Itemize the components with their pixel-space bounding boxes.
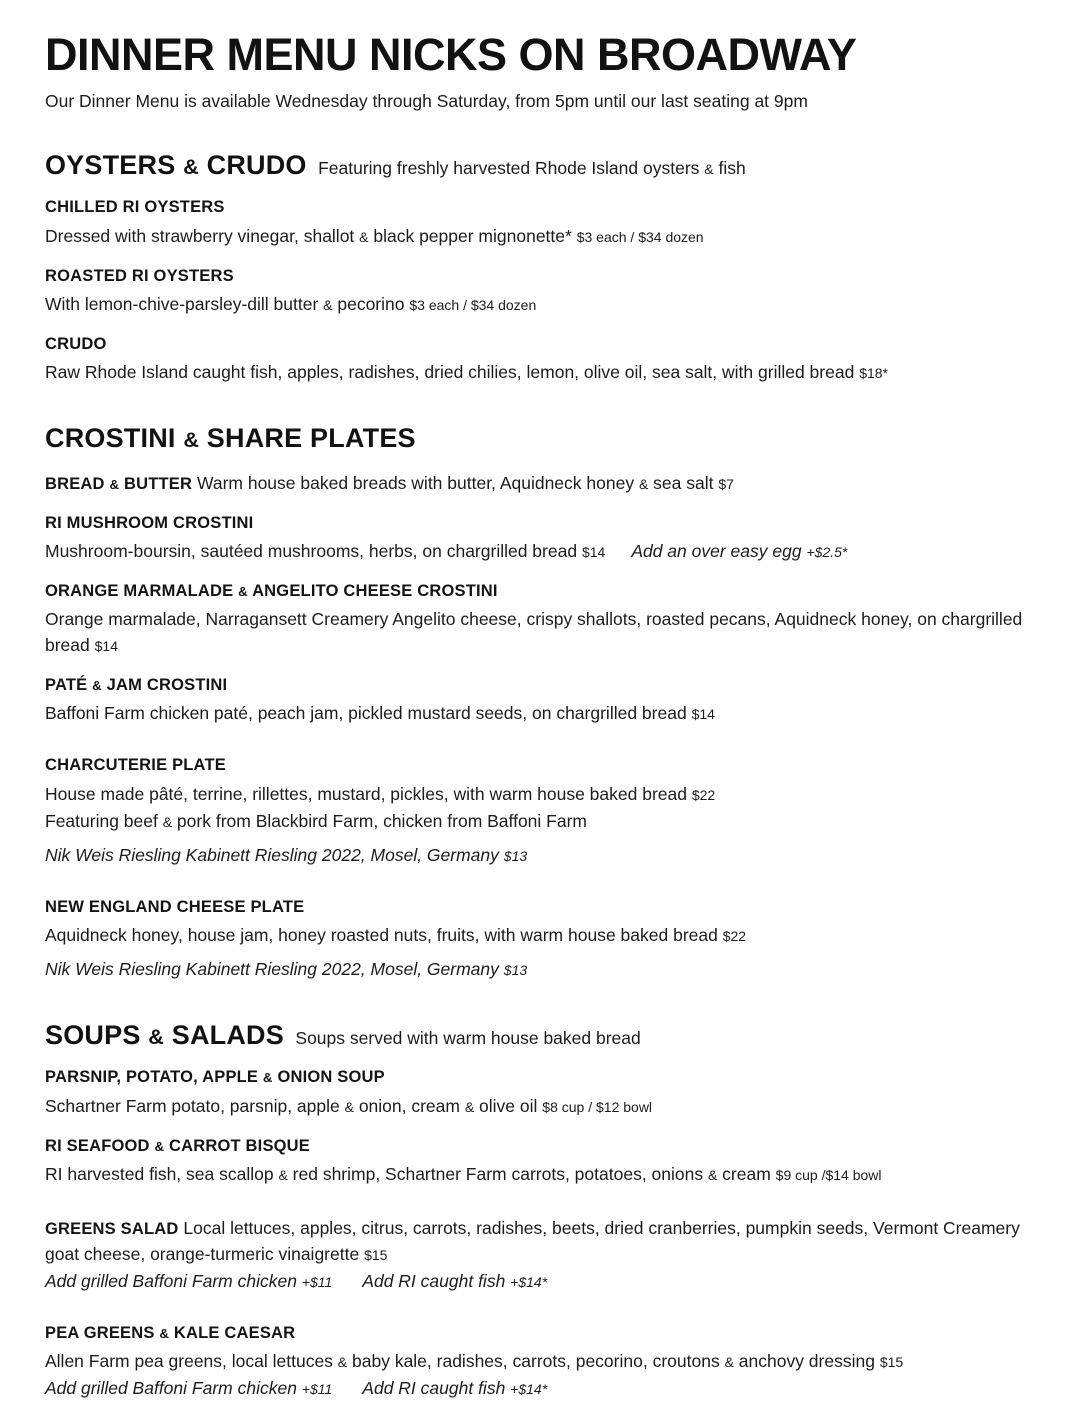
wine-pairing-text: Nik Weis Riesling Kabinett Riesling 2022, Mosel, Germany — [45, 958, 499, 979]
menu-item-greens-salad — [45, 1215, 1029, 1295]
item-description — [45, 1161, 1029, 1188]
addon-note — [45, 1271, 332, 1291]
menu-item-orange-marmalade-crostini — [45, 580, 1029, 659]
item-description-text: Aquidneck honey, house jam, honey roasted nuts, fruits, with warm house baked bread — [45, 924, 718, 945]
item-name: RI SEAFOOD & CARROT BISQUE — [45, 1136, 311, 1155]
item-price: $18* — [859, 365, 889, 382]
item-price: $15 — [364, 1246, 388, 1263]
section-heading: SOUPS & SALADS — [45, 1019, 284, 1050]
addon-price: +$2.5* — [806, 543, 848, 560]
item-price: $9 cup /$14 bowl — [775, 1166, 882, 1183]
item-description — [45, 1215, 1029, 1268]
item-description-text: House made pâté, terrine, rillettes, mustard, pickles, with warm house baked bread — [45, 783, 687, 804]
page-subtitle: Our Dinner Menu is available Wednesday through Saturday, from 5pm until our last seating at 9pm — [45, 90, 808, 111]
item-name: ROASTED RI OYSTERS — [45, 266, 234, 285]
item-description — [45, 1093, 1029, 1120]
item-description-text: Orange marmalade, Narragansett Creamery Angelito cheese, crispy shallots, roasted pecans, Aquidneck honey, on chargrilled bread — [45, 609, 1023, 656]
item-description — [45, 470, 1029, 497]
item-name: PEA GREENS & KALE CAESAR — [45, 1323, 296, 1342]
item-name: ORANGE MARMALADE & ANGELITO CHEESE CROSTINI — [45, 581, 498, 600]
wine-pairing-price: $13 — [503, 961, 528, 978]
item-description — [45, 291, 1029, 318]
item-description — [45, 538, 1029, 565]
addon-price: +$11 — [301, 1381, 333, 1398]
wine-pairing — [45, 842, 1029, 869]
item-price: $8 cup / $12 bowl — [542, 1098, 653, 1115]
addon-line — [45, 1268, 1029, 1295]
wine-pairing-price: $13 — [503, 847, 528, 864]
menu-item-crudo — [45, 333, 1029, 386]
addon-text: Add an over easy egg — [631, 540, 802, 561]
addon-text: Add grilled Baffoni Farm chicken — [45, 1270, 297, 1291]
item-name: NEW ENGLAND CHEESE PLATE — [45, 897, 305, 916]
item-description — [45, 223, 1029, 250]
item-description — [45, 922, 1029, 949]
item-description-text: Local lettuces, apples, citrus, carrots, radishes, beets, dried cranberries, pumpkin seeds, Vermont Creamery goat cheese, orange-turmeric vinaigrette — [45, 1217, 1020, 1264]
menu-item-chilled-ri-oysters — [45, 196, 1029, 249]
addon-note — [362, 1271, 547, 1291]
item-name: CRUDO — [45, 334, 107, 353]
item-name: PATÉ & JAM CROSTINI — [45, 676, 228, 695]
item-price: $22 — [722, 927, 747, 944]
item-description — [45, 1348, 1029, 1375]
item-name: CHILLED RI OYSTERS — [45, 198, 225, 217]
menu-item-parsnip-potato-soup — [45, 1066, 1029, 1119]
section-soups-salads — [45, 1019, 1029, 1402]
item-description — [45, 606, 1029, 659]
item-description-text: Mushroom-boursin, sautéed mushrooms, herbs, on chargrilled bread — [45, 540, 578, 561]
item-name: PARSNIP, POTATO, APPLE & ONION SOUP — [45, 1068, 385, 1087]
menu-item-ri-seafood-bisque — [45, 1135, 1029, 1188]
item-name: BREAD & BUTTER — [45, 474, 193, 493]
item-name: RI MUSHROOM CROSTINI — [45, 513, 254, 532]
item-description-text: Warm house baked breads with butter, Aquidneck honey & sea salt — [196, 472, 714, 493]
section-tagline: Soups served with warm house baked bread — [295, 1027, 641, 1048]
section-heading: CROSTINI & SHARE PLATES — [45, 423, 416, 454]
menu-item-charcuterie-plate — [45, 754, 1029, 868]
section-headline — [45, 1019, 1029, 1051]
menu-item-new-england-cheese-plate — [45, 896, 1029, 983]
item-description-text: Schartner Farm potato, parsnip, apple & onion, cream & olive oil — [45, 1095, 538, 1116]
item-price: $3 each / $34 dozen — [576, 228, 704, 245]
addon-price: +$14* — [510, 1273, 548, 1290]
addon-line — [45, 1375, 1029, 1402]
item-name: GREENS SALAD — [45, 1219, 179, 1238]
addon-price: +$11 — [301, 1273, 333, 1290]
item-description-text: RI harvested fish, sea scallop & red shrimp, Schartner Farm carrots, potatoes, onions & cream — [45, 1163, 771, 1184]
item-price: $15 — [879, 1354, 904, 1371]
addon-note — [45, 1378, 332, 1398]
addon-text: Add RI caught fish — [362, 1378, 506, 1399]
wine-pairing — [45, 956, 1029, 983]
addon-text: Add RI caught fish — [362, 1270, 506, 1291]
addon-text: Add grilled Baffoni Farm chicken — [45, 1378, 297, 1399]
item-price: $3 each / $34 dozen — [409, 296, 537, 313]
item-description-secondary: Featuring beef & pork from Blackbird Farm, chicken from Baffoni Farm — [45, 810, 587, 831]
menu-item-ri-mushroom-crostini — [45, 512, 1029, 565]
item-description-text: Baffoni Farm chicken paté, peach jam, pickled mustard seeds, on chargrilled bread — [45, 703, 687, 724]
menu-item-pea-greens-kale-caesar — [45, 1322, 1029, 1402]
page-title: DINNER MENU NICKS ON BROADWAY — [45, 29, 857, 80]
item-price: $14 — [94, 638, 118, 655]
menu-item-pate-jam-crostini — [45, 674, 1029, 727]
item-description-text: With lemon-chive-parsley-dill butter & pecorino — [45, 293, 405, 314]
section-headline — [45, 422, 1029, 454]
addon-note — [631, 541, 847, 561]
section-crostini-share-plates — [45, 422, 1029, 983]
addon-price: +$14* — [510, 1381, 548, 1398]
item-description-text: Raw Rhode Island caught fish, apples, radishes, dried chilies, lemon, olive oil, sea salt, with grilled bread — [45, 362, 855, 383]
item-description-text: Allen Farm pea greens, local lettuces & baby kale, radishes, carrots, pecorino, croutons & anchovy dressing — [45, 1351, 875, 1372]
item-description — [45, 359, 1029, 386]
menu-item-roasted-ri-oysters — [45, 265, 1029, 318]
section-headline — [45, 149, 1029, 181]
item-description — [45, 700, 1029, 727]
section-oysters-crudo — [45, 149, 1029, 386]
item-description — [45, 781, 1029, 808]
item-price: $7 — [718, 475, 734, 492]
item-name: CHARCUTERIE PLATE — [45, 756, 226, 775]
menu-item-bread-butter — [45, 470, 1029, 497]
addon-note — [362, 1378, 547, 1398]
item-price: $14 — [691, 706, 715, 723]
section-heading: OYSTERS & CRUDO — [45, 150, 307, 180]
item-price: $14 — [581, 543, 606, 560]
menu-page — [45, 30, 1029, 1402]
item-description-text: Dressed with strawberry vinegar, shallot & black pepper mignonette* — [45, 225, 572, 246]
wine-pairing-text: Nik Weis Riesling Kabinett Riesling 2022, Mosel, Germany — [45, 844, 499, 865]
section-tagline: Featuring freshly harvested Rhode Island oysters & fish — [318, 158, 746, 178]
item-price: $22 — [691, 786, 716, 803]
